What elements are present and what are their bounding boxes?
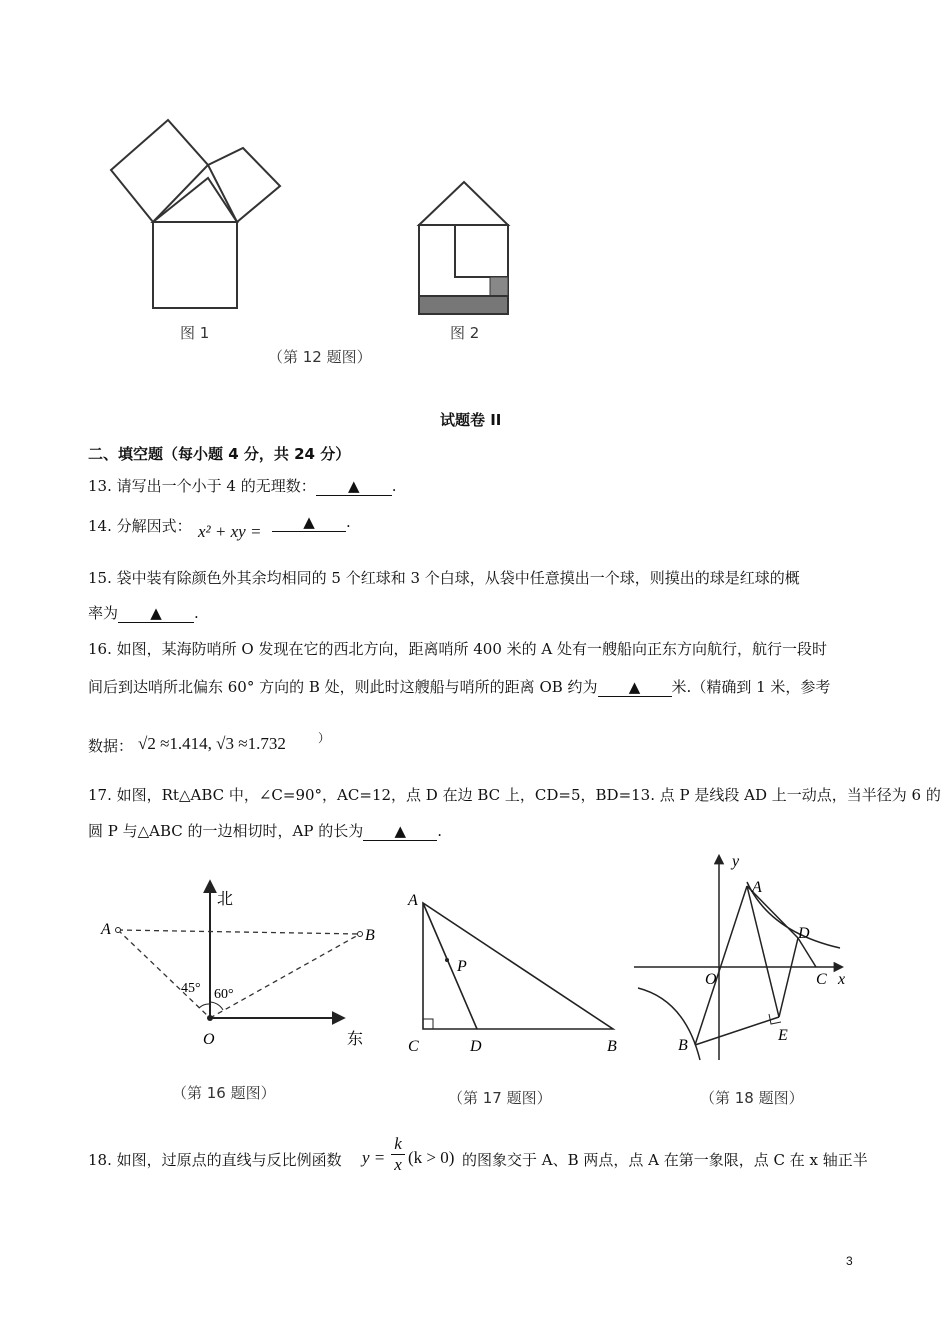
fig17-point-D: D: [470, 1038, 482, 1055]
fig17-point-C: C: [408, 1038, 419, 1055]
figure-12: [95, 110, 555, 380]
fig16-angle-60: 60°: [214, 987, 234, 1002]
fig18-point-D: D: [798, 925, 810, 942]
question-17-line2: 圆 P 与△ABC 的一边相切时，AP 的长为 ▲ .: [88, 822, 443, 840]
q18-fraction: k x: [390, 1135, 406, 1174]
fig12-square-left: [111, 120, 208, 222]
fig12-triangle: [153, 178, 237, 222]
figure-16: [95, 870, 385, 1060]
question-18-post: 的图象交于 A、B 两点，点 A 在第一象限，点 C 在 x 轴正半: [462, 1151, 868, 1169]
fig16-point-A: A: [101, 921, 111, 938]
answer-blank[interactable]: ▲: [272, 513, 346, 532]
hyperbola-branch-2: [638, 988, 700, 1060]
fig16-point-O: O: [203, 1031, 215, 1048]
fig18-y-label: y: [732, 853, 740, 870]
fig12-shaded-region: [419, 277, 508, 296]
question-15-line2: 率为 ▲ .: [88, 604, 199, 622]
fig18-caption: （第 18 题图）: [700, 1089, 804, 1107]
question-16-line1: 16. 如图，某海防哨所 O 发现在它的西北方向，距离哨所 400 米的 A 处有一艘船向正东方向航行，航行一段时: [88, 640, 827, 658]
line-AB: [118, 930, 360, 934]
question-16-line3: 数据：: [88, 737, 134, 755]
fig18-point-B: B: [678, 1037, 688, 1054]
figure-17: [400, 885, 630, 1060]
fig12-house-roof: [419, 182, 508, 225]
fig18-point-O: O: [705, 971, 717, 988]
answer-blank[interactable]: ▲: [118, 604, 194, 623]
line-OB: [210, 934, 360, 1018]
fig18-point-C: C: [816, 971, 827, 988]
segment-AD: [423, 903, 477, 1029]
section-title: 试题卷 II: [440, 411, 502, 429]
fig17-point-A: A: [408, 892, 418, 909]
triangle-ABC: [423, 903, 613, 1029]
question-17-line1: 17. 如图，Rt△ABC 中，∠C=90°，AC=12，点 D 在边 BC 上，CD=5，BD=13. 点 P 是线段 AD 上一动点，当半径为 6 的: [88, 786, 941, 804]
fig17-point-P: P: [457, 958, 467, 975]
fig16-north-label: 北: [217, 891, 234, 908]
answer-blank[interactable]: ▲: [363, 822, 437, 841]
fig16-point-B: B: [365, 927, 375, 944]
fig17-point-B: B: [607, 1038, 617, 1055]
question-16-line2: 间后到达哨所北偏东 60° 方向的 B 处，则此时这艘船与哨所的距离 OB 约为 ▲ 米.（精确到 1 米，参考: [88, 678, 831, 696]
question-15-line1: 15. 袋中装有除颜色外其余均相同的 5 个红球和 3 个白球，从袋中任意摸出一个球，则摸出的球是红球的概: [88, 569, 800, 587]
fig18-point-E: E: [778, 1027, 788, 1044]
section-header: 二、填空题（每小题 4 分，共 24 分）: [88, 445, 351, 463]
fig16-angle-45: 45°: [181, 981, 201, 996]
fig16-caption: （第 16 题图）: [172, 1084, 276, 1102]
q14-expression: x² + xy =: [198, 522, 262, 541]
question-14: 14. 分解因式：: [88, 517, 192, 535]
fig12-label-2: 图 2: [450, 324, 480, 342]
figure-18: [630, 850, 860, 1065]
fig12-caption: （第 12 题图）: [268, 348, 372, 366]
fig12-square-right: [208, 148, 280, 222]
fig12-house-inner: [455, 225, 508, 277]
answer-blank[interactable]: ▲: [598, 678, 672, 697]
fig12-square-bottom: [153, 222, 237, 308]
fig18-x-label: x: [838, 971, 846, 988]
question-13: 13. 请写出一个小于 4 的无理数： ▲ .: [88, 477, 397, 495]
fig17-caption: （第 17 题图）: [448, 1089, 552, 1107]
line-OA: [118, 930, 210, 1018]
answer-blank[interactable]: ▲: [316, 477, 392, 496]
q16-reference-data: √2 ≈1.414, √3 ≈1.732: [138, 734, 286, 753]
fig16-east-label: 东: [347, 1031, 364, 1048]
page-number: 3: [846, 1254, 853, 1268]
fig18-point-A: A: [752, 879, 762, 896]
question-18-pre: 18. 如图，过原点的直线与反比例函数: [88, 1151, 342, 1169]
fig12-label-1: 图 1: [180, 324, 210, 342]
